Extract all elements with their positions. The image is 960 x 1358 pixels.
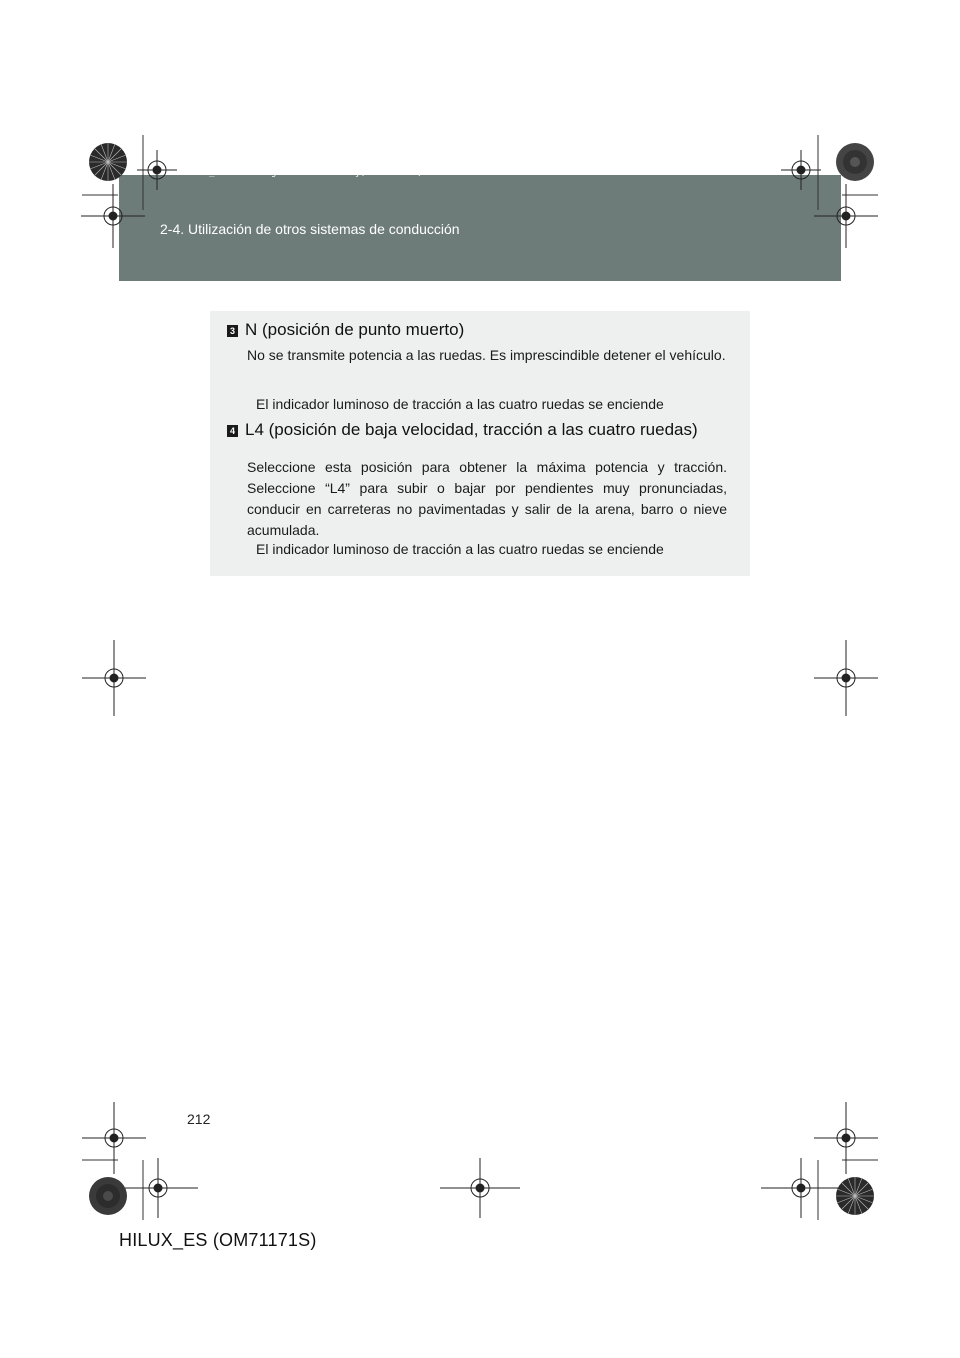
color-target-icon	[836, 143, 874, 181]
color-target-icon	[89, 1177, 127, 1215]
section-title: 2-4. Utilización de otros sistemas de conducción	[160, 221, 460, 237]
book-meta-stamp: HILUX_ES.book Page 212 Wednesday, March 23, 2011 4:15 PM	[181, 168, 496, 178]
registration-mark-icon	[81, 184, 145, 248]
item-title: L4 (posición de baja velocidad, tracción a las cuatro ruedas)	[245, 420, 698, 439]
model-code: HILUX_ES (OM71171S)	[119, 1230, 317, 1250]
registration-mark-icon	[82, 640, 146, 716]
registration-mark-icon	[118, 1158, 198, 1218]
item-number-badge: 4	[227, 425, 238, 437]
registration-mark-icon	[440, 1158, 520, 1218]
item-note: El indicador luminoso de tracción a las cuatro ruedas se enciende	[256, 541, 664, 557]
registration-mark-icon	[814, 640, 878, 716]
page-number: 212	[187, 1111, 211, 1127]
registration-mark-icon	[761, 1158, 841, 1218]
item-description: Seleccione esta posición para obtener la máxima potencia y tracción. Seleccione “L4” para subir o bajar por pendientes muy pronunciadas, conducir en carreteras no pavimentadas y salir de la arena, barro o nieve acumulada.	[247, 459, 727, 538]
color-target-icon	[89, 143, 127, 181]
registration-mark-icon	[814, 184, 878, 248]
registration-mark-icon	[82, 1102, 146, 1174]
registration-mark-icon	[814, 1102, 878, 1174]
item-number-badge: 3	[227, 325, 238, 337]
item-description: No se transmite potencia a las ruedas. Es imprescindible detener el vehículo.	[247, 347, 726, 363]
item-note: El indicador luminoso de tracción a las cuatro ruedas se enciende	[256, 396, 664, 412]
color-target-icon	[836, 1177, 874, 1215]
registration-mark-icon	[781, 150, 821, 190]
item-title: N (posición de punto muerto)	[245, 320, 465, 339]
